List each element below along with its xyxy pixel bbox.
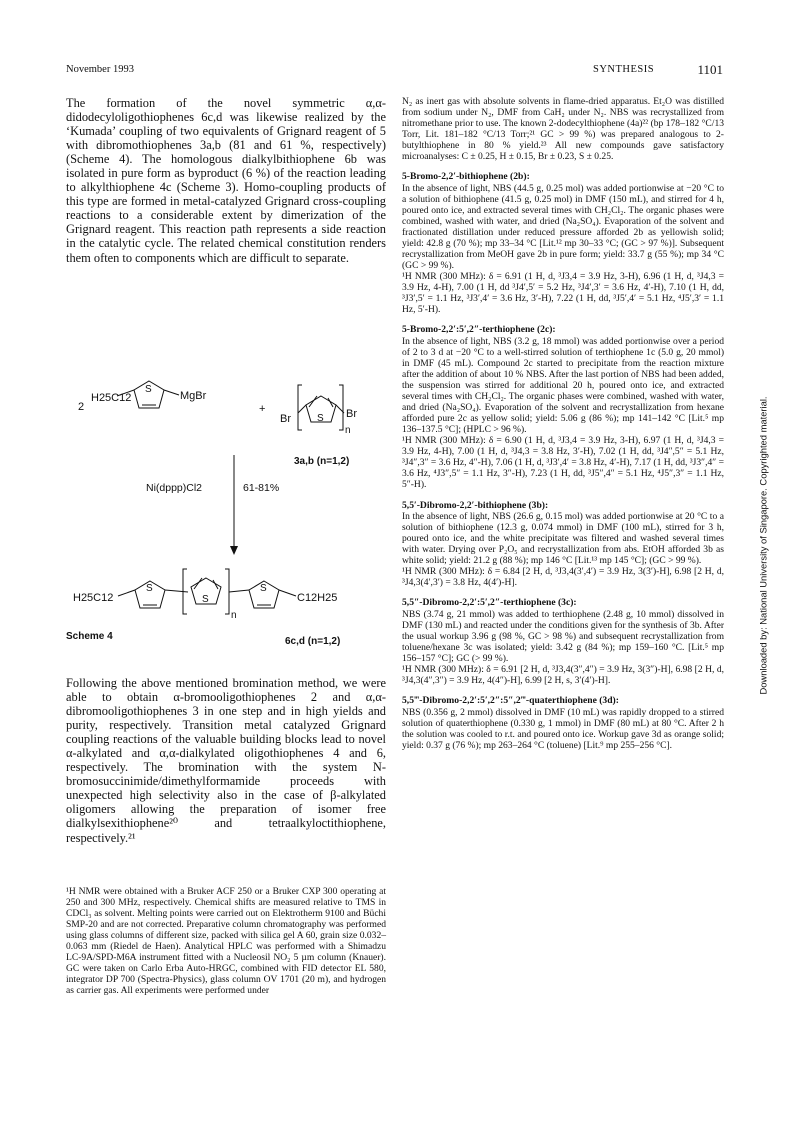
following-paragraph-block [66, 676, 386, 845]
download-watermark-text: Downloaded by: National University of Singapore. Copyrighted material. [757, 396, 769, 695]
catalyst-label: Ni(dppp)Cl2 [146, 482, 203, 494]
section-title-2c: 5-Bromo-2,2′:5′,2″-terthiophene (2c): [402, 324, 556, 336]
dibromo-sulfur: S [317, 413, 324, 424]
product-3-label: 3a,b (n=1,2) [294, 456, 350, 467]
reagent-mgbr: MgBr [180, 390, 207, 402]
scheme-4-drawing [66, 380, 386, 650]
header-journal: SYNTHESIS [593, 64, 655, 75]
bromine-right: Br [346, 408, 357, 420]
product-left-alkyl: H25C12 [73, 592, 114, 604]
footnote-block [66, 886, 386, 996]
product-middle-sulfur: S [202, 594, 209, 605]
experimental-footnote: ¹H NMR were obtained with a Bruker ACF 250 or a Bruker CXP 300 operating at 250 and 300 MHz, respectively. Chemical shifts are measured relative to TMS in CDCl₃ as solvent. Melting points were carried out on Elektrotherm 9100 and Büchi SMP-20 and are not corrected. Preparative column chromatography was performed using glass columns of different size, packed with silica gel A 60, grain size 0.032–0.063 mm (Riedel de Haen). Analytical HPLC was performed with a Shimadzu LC-9A/SPD-M6A instrument fitted with a Nucleosil NO₂ 5 µm column (Knauer). GC were taken on Carlo Erba Auto-HRGC, combined with FID detector EL 580, integrator DP 700 (Spectra-Physics), glass column OV 1701 (20 m), and hydrogen as carrier gas. All experiments were performed under [66, 886, 386, 997]
scheme-label: Scheme 4 [66, 631, 113, 642]
product-6-label: 6c,d (n=1,2) [285, 636, 341, 647]
header-page-number: 1101 [697, 62, 723, 77]
section-body-3c: NBS (3.74 g, 21 mmol) was added to terthiophene (2.48 g, 10 mmol) dissolved in DMF (130 mL) and reacted under the conditions given for the synthesis of 3b. After the usual workup 3.96 g (98 %, GC > 98 %) and subsequent recrystallization from toluene/hexane 3c was isolated; yield: 3.42 g (84 %); mp 159–160 °C. [Lit.⁵ mp 156–157 °C]; GC (> 99 %). [402, 608, 724, 665]
product-right-alkyl: C12H25 [297, 592, 338, 604]
section-title-3b: 5,5′-Dibromo-2,2′-bithiophene (3b): [402, 499, 549, 511]
repeat-n-reagent: n [345, 425, 351, 436]
intro-paragraph: The formation of the novel symmetric α,α-didodecyloligothiophenes 6c,d was likewise realized by the ‘Kumada’ coupling of two equivalents of Grignard reagent of 5 with dibromothiophenes 3a,b (81 and 61 %, respectively) (Scheme 4). The homologous dialkylbithiophene 6b was isolated in pure form as byproduct (6 %) of the reaction leading to alkylthiophene 4c (Scheme 3). Homo-coupling products of this type are formed in metal-catalyzed Grignard cross-coupling reactions to a considerable extent by dimerization of the Grignard reagent. This reaction path represents a side reaction in the catalytic cycle. The related chemical constitution renders them often to components which are difficult to separate. [66, 96, 386, 265]
section-title-2b: 5-Bromo-2,2′-bithiophene (2b): [402, 171, 530, 183]
section-title-3c: 5,5″-Dibromo-2,2′:5′,2″-terthiophene (3c): [402, 597, 577, 609]
section-title-3d: 5,5‴-Dibromo-2,2′:5′,2″:5″,2‴-quaterthiophene (3d): [402, 695, 619, 707]
download-watermark [756, 360, 770, 740]
left-column [66, 96, 386, 265]
product-left-sulfur: S [146, 583, 153, 594]
product-right-sulfur: S [260, 583, 267, 594]
following-paragraph: Following the above mentioned bromination method, we were able to obtain α-bromooligothiophenes 2 and α,α-dibromooligothiophenes 3 in one step and in high yields and purity, respectively. Transition metal catalyzed Grignard coupling reactions of the valuable building blocks lead to novel α-alkylated and α,α-dialkylated oligothiophenes 4 and 6, respectively. The bromination with the system N-bromosuccinimide/dimethylformamide proceeds with unexpected high selectivity also in the case of β-alkylated oligomers allowing the preparation of isomer free dialkylsexithiophene²⁰ and tetraalkyloctithiophene, respectively.²¹ [66, 676, 386, 845]
section-nmr-3b: ¹H NMR (300 MHz): δ = 6.84 [2 H, d, ³J3,4(3′,4′) = 3.9 Hz, 3(3′)-H], 6.98 [2 H, d, ³J4,3(4′,3′) = 3.8 Hz, 4(4′)-H]. [402, 566, 724, 589]
section-nmr-2c: ¹H NMR (300 MHz): δ = 6.90 (1 H, d, ³J3,4 = 3.9 Hz, 3-H), 6.97 (1 H, d, ³J4,3 = 3.9 Hz, 4-H), 7.00 (1 H, d, ³J4,3 = 3.8 Hz, 3′-H), 7.02 (1 H, dd, ³J4″,5″ = 5.1 Hz, ³J4″,3″ = 3.6 Hz, 4″-H), 7.06 (1 H, d, ³J3′,4′ = 3.8 Hz, 4′-H), 7.17 (1 H, dd, ³J3″,4″ = 3.6 Hz, ⁴J3″,5″ = 1.1 Hz, 3″-H), 7.23 (1 H, dd, ³J5″,4″ = 5.1 Hz, ⁴J5″,3″ = 1.1 Hz, 5″-H). [402, 435, 724, 491]
page-header [66, 64, 723, 78]
reagent-alkyl-group: H25C12 [91, 392, 132, 404]
section-body-3d: NBS (0.356 g, 2 mmol) dissolved in DMF (10 mL) was rapidly dropped to a stirred solution of quaterthiophene (0.330 g, 1 mmol) in DMF (80 mL) at 80 °C. After 2 h the solution was cooled to r.t. and poured onto ice. Workup gave 3d as orange solid; yield: 0.37 g (76 %); mp 263–264 °C (toluene) [Lit.⁹ mp 255–256 °C]. [402, 706, 724, 751]
scheme-4-figure [66, 380, 386, 650]
plus-sign: + [259, 403, 266, 415]
section-body-2b: In the absence of light, NBS (44.5 g, 0.25 mol) was added portionwise at −20 °C to a solution of bithiophene (41.5 g, 0.25 mol) in DMF (150 mL), and stirred for 4 h, poured onto ice, and extracted several times with CH₂Cl₂. The organic phases were combined, washed with water, and dried (Na₂SO₄). Evaporation of the solvent and fractionated distillation under reduced pressure afforded 2b as yellowish solid; yield: 42.8 g (70 %); mp 33–34 °C [Lit.¹² mp 30–33 °C; (GC > 97 %)]. Subsequent recrystallization from MeOH gave 2b in pure form; yield: 33.7 g (55 %); mp 34 °C (GC > 99 %). [402, 182, 724, 272]
reagent-sulfur: S [145, 384, 152, 395]
section-body-3b: In the absence of light, NBS (26.6 g, 0.15 mol) was added portionwise at 20 °C to a solution of bithiophene (12.3 g, 0.074 mmol) in DMF (100 mL), stirred for 3 h, poured onto ice, and the white precipitate was filtered and washed several times with water. Drying over P₂O₅ and recrystallization from abs. EtOH afforded 3b as white solid; yield: 21.2 g (88 %); mp 146 °C [Lit.¹³ mp 145 °C]; (GC > 99 %). [402, 511, 724, 567]
right-column [402, 96, 724, 751]
header-date: November 1993 [66, 64, 134, 75]
section-nmr-2b: ¹H NMR (300 MHz): δ = 6.91 (1 H, d, ³J3,4 = 3.9 Hz, 3-H), 6.96 (1 H, d, ³J4,3 = 3.9 Hz, 4-H), 7.00 (1 H, dd ³J4′,5′ = 5.2 Hz, ³J4′,3′ = 3.6 Hz, 4′-H), 7.10 (1 H, dd, ³J3′,5′ = 1.1 Hz, ³J3′,4′ = 3.6 Hz, 3′-H), 7.22 (1 H, dd, ³J5′,4′ = 5.1 Hz, ⁴J5′,3′ = 1.1 Hz, 5′-H). [402, 271, 724, 316]
section-nmr-3c: ¹H NMR (300 MHz): δ = 6.91 [2 H, d, ³J3,4(3″,4″) = 3.9 Hz, 3(3″)-H], 6.98 [2 H, d, ³J4,3(4″,3″) = 3.9 Hz, 4(4″)-H], 6.99 [2 H, s, 3′(4′)-H]. [402, 664, 724, 687]
repeat-n-product: n [231, 610, 237, 621]
bromine-left: Br [280, 413, 291, 425]
general-methods-paragraph: N₂ as inert gas with absolute solvents in flame-dried apparatus. Et₂O was distilled from sodium under N₂, DMF from CaH₂ under N₂. NBS was recrystallized from nitromethane prior to use. The known 2-dodecylthiophene (4a)²² (bp 178–182 °C/13 Torr, Lit. 181–182 °C/13 Torr;²¹ GC > 99 %) was prepared analogous to 2-butylthiophene in 80 % yield.²³ All new compounds gave satisfactory microanalyses: C ± 0.25, H ± 0.15, Br ± 0.23, S ± 0.25. [402, 96, 724, 163]
yield-label: 61-81% [243, 482, 280, 494]
reagent-coefficient: 2 [78, 401, 85, 413]
section-body-2c: In the absence of light, NBS (3.2 g, 18 mmol) was added portionwise over a period of 2 to 3 d at −20 °C to a well-stirred solution of terthiophene 1c (5.0 g, 20 mmol) in DMF (45 mL). Compound 2c started to precipitate from the reaction mixture after the addition of about 10 % NBS. After the last portion of NBS had been added, the suspension was stirred for additional 20 h, poured onto ice, and extracted several times with CH₂Cl₂. The organic phases were combined, washed with water, and dried (Na₂SO₄). Evaporation of the solvent and recrystallization from hexane afforded pure 2c as yellow solid; yield: 5.06 g (86 %); mp 141–142 °C [Lit.⁵ mp 136–137.5 °C]; (HPLC > 96 %). [402, 335, 724, 436]
